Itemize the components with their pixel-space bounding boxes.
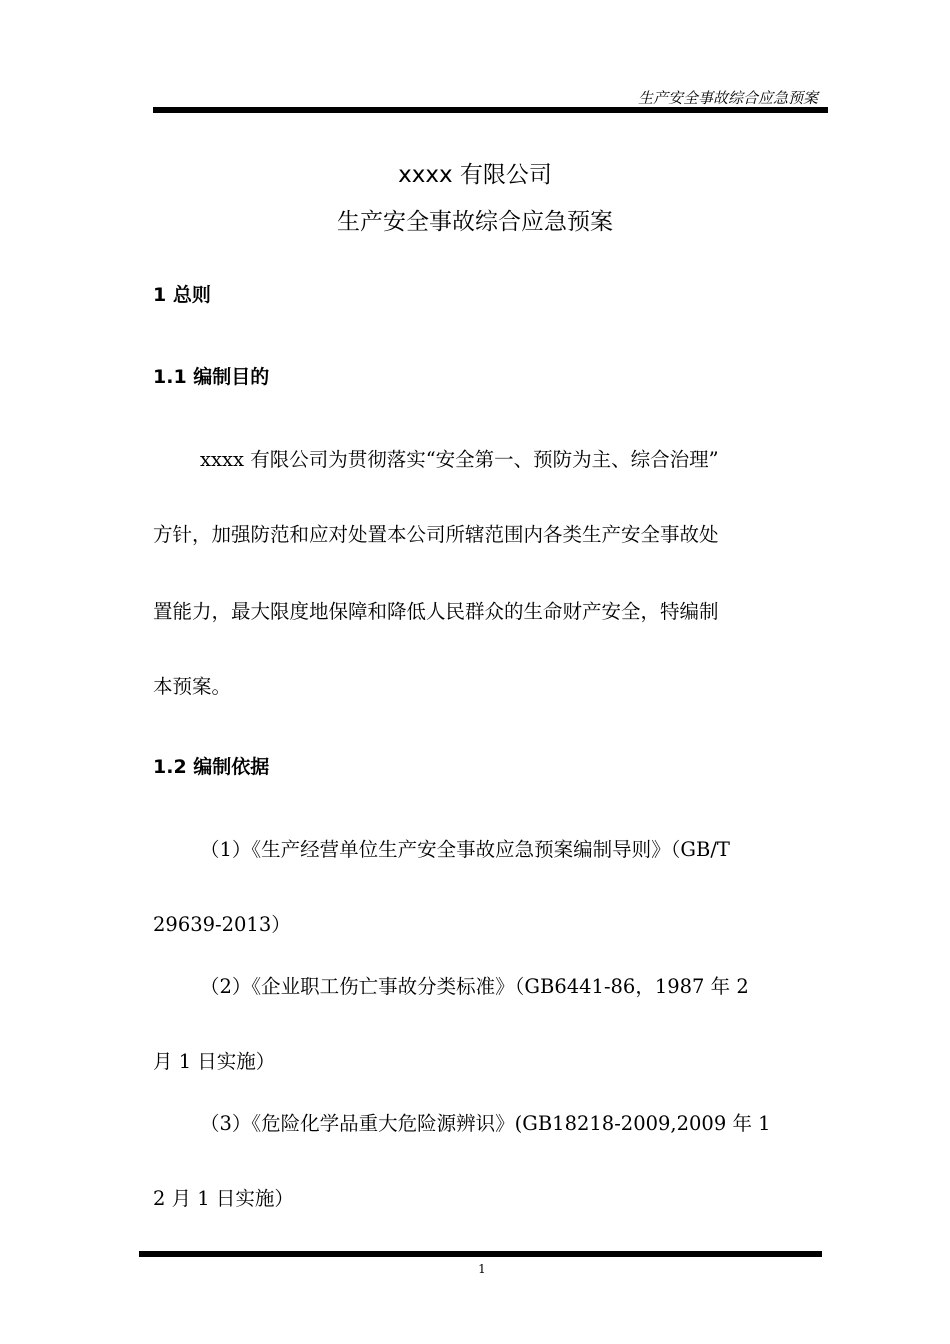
purpose-line-4: 本预案。 — [153, 675, 232, 698]
section-heading-general: 1 总则 — [153, 284, 211, 306]
basis-item-3-line-1: （3）《危险化学品重大危险源辨识》(GB18218-2009,2009 年 1 — [200, 1112, 771, 1135]
running-header: 生产安全事故综合应急预案 — [637, 89, 818, 107]
purpose-line-3: 置能力，最大限度地保障和降低人民群众的生命财产安全，特编制 — [153, 600, 719, 623]
section-heading-purpose: 1.1 编制目的 — [153, 366, 270, 388]
basis-item-1-line-2: 29639-2013） — [153, 913, 291, 936]
footer-rule — [139, 1251, 822, 1257]
document-title-company: xxxx 有限公司 — [398, 162, 552, 188]
document-title-plan: 生产安全事故综合应急预案 — [337, 209, 613, 235]
page-number: 1 — [478, 1262, 486, 1276]
purpose-line-1: xxxx 有限公司为贯彻落实“安全第一、预防为主、综合治理” — [200, 448, 719, 471]
basis-item-1-line-1: （1）《生产经营单位生产安全事故应急预案编制导则》（GB/T — [200, 838, 730, 861]
basis-item-2-line-2: 月 1 日实施） — [153, 1050, 276, 1073]
header-rule — [153, 107, 828, 113]
basis-item-2-line-1: （2）《企业职工伤亡事故分类标准》（GB6441-86，1987 年 2 — [200, 975, 749, 998]
section-heading-basis: 1.2 编制依据 — [153, 756, 270, 778]
purpose-line-2: 方针，加强防范和应对处置本公司所辖范围内各类生产安全事故处 — [153, 523, 719, 546]
basis-item-3-line-2: 2 月 1 日实施） — [153, 1187, 294, 1210]
